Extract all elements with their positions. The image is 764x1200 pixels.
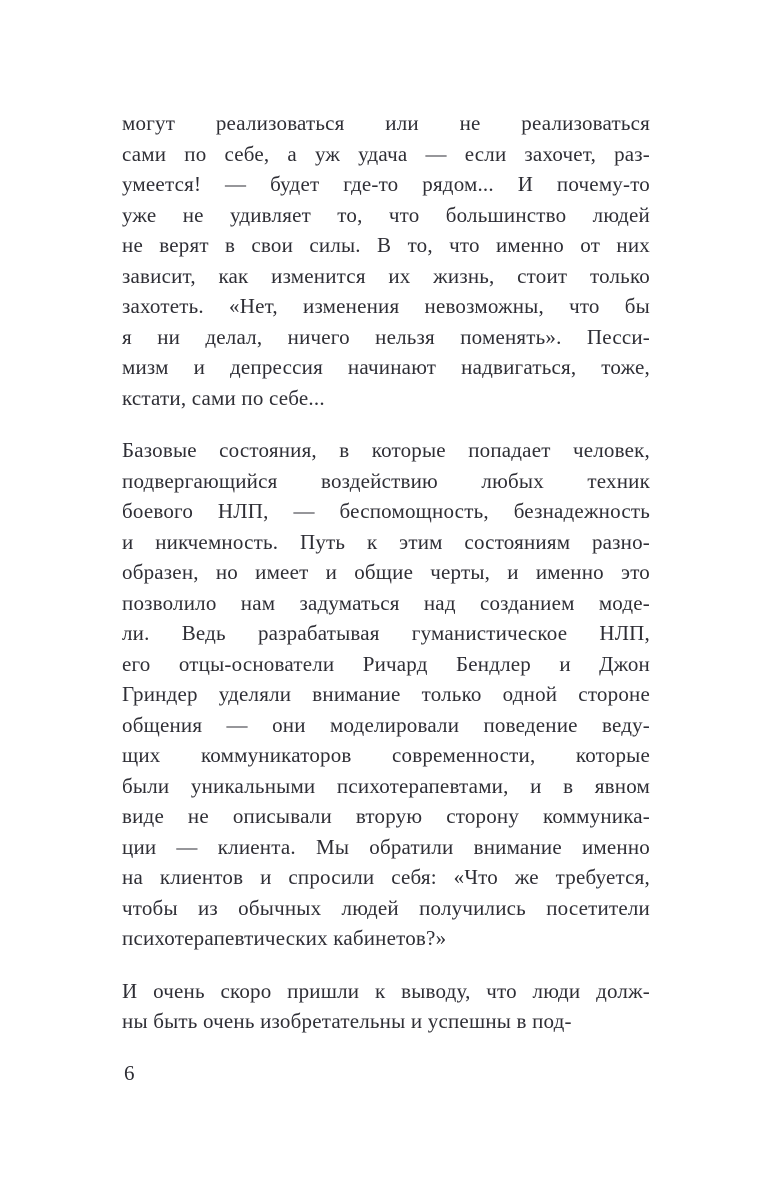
text-line: я ни делал, ничего нельзя поменять». Песси- xyxy=(122,324,650,349)
text-line: Базовые состояния, в которые попадает человек, xyxy=(122,438,650,462)
paragraph xyxy=(122,435,650,954)
text-line: на клиентов и спросили себя: «Что же требуется, xyxy=(122,865,650,889)
text-line: умеется! — будет где-то рядом... И почему-то xyxy=(122,172,650,196)
text-line: виде не описывали вторую сторону коммуника- xyxy=(122,804,650,828)
text-line: могут реализоваться или не реализоваться xyxy=(122,111,650,135)
text-line: сами по себе, а уж удача — если захочет, раз- xyxy=(122,141,650,166)
paragraph xyxy=(122,108,650,413)
text-line: ции — клиента. Мы обратили внимание именно xyxy=(122,834,650,859)
paragraph xyxy=(122,976,650,1037)
text-line: позволило нам задуматься над созданием моде- xyxy=(122,590,650,615)
text-line: ли. Ведь разрабатывая гуманистическое НЛП, xyxy=(122,621,650,645)
text-line: подвергающийся воздействию любых техник xyxy=(122,468,650,493)
text-line: не верят в свои силы. В то, что именно от них xyxy=(122,233,650,257)
text-line: кстати, сами по себе... xyxy=(122,385,325,410)
text-line: образен, но имеет и общие черты, и именно это xyxy=(122,560,650,584)
text-line: И очень скоро пришли к выводу, что люди долж- xyxy=(122,978,650,1003)
text-line: зависит, как изменится их жизнь, стоит только xyxy=(122,263,650,288)
text-line: были уникальными психотерапевтами, и в явном xyxy=(122,773,650,798)
page-number: 6 xyxy=(124,1061,135,1085)
text-line: ны быть очень изобретательны и успешны в под- xyxy=(122,1009,572,1033)
text-line: захотеть. «Нет, изменения невозможны, что бы xyxy=(122,294,650,318)
text-line: мизм и депрессия начинают надвигаться, тоже, xyxy=(122,355,650,379)
text-line: общения — они моделировали поведение веду- xyxy=(122,712,650,737)
text-line: Гриндер уделяли внимание только одной стороне xyxy=(122,682,650,706)
text-line: боевого НЛП, — беспомощность, безнадежность xyxy=(122,499,650,523)
text-line: и никчемность. Путь к этим состояниям разно- xyxy=(122,529,650,554)
text-line: психотерапевтических кабинетов?» xyxy=(122,926,447,950)
text-line: чтобы из обычных людей получились посетители xyxy=(122,895,650,920)
text-line: его отцы-основатели Ричард Бендлер и Джон xyxy=(122,651,650,676)
text-line: щих коммуникаторов современности, которые xyxy=(122,743,650,767)
page-text xyxy=(122,108,650,1059)
text-line: уже не удивляет то, что большинство людей xyxy=(122,202,650,227)
